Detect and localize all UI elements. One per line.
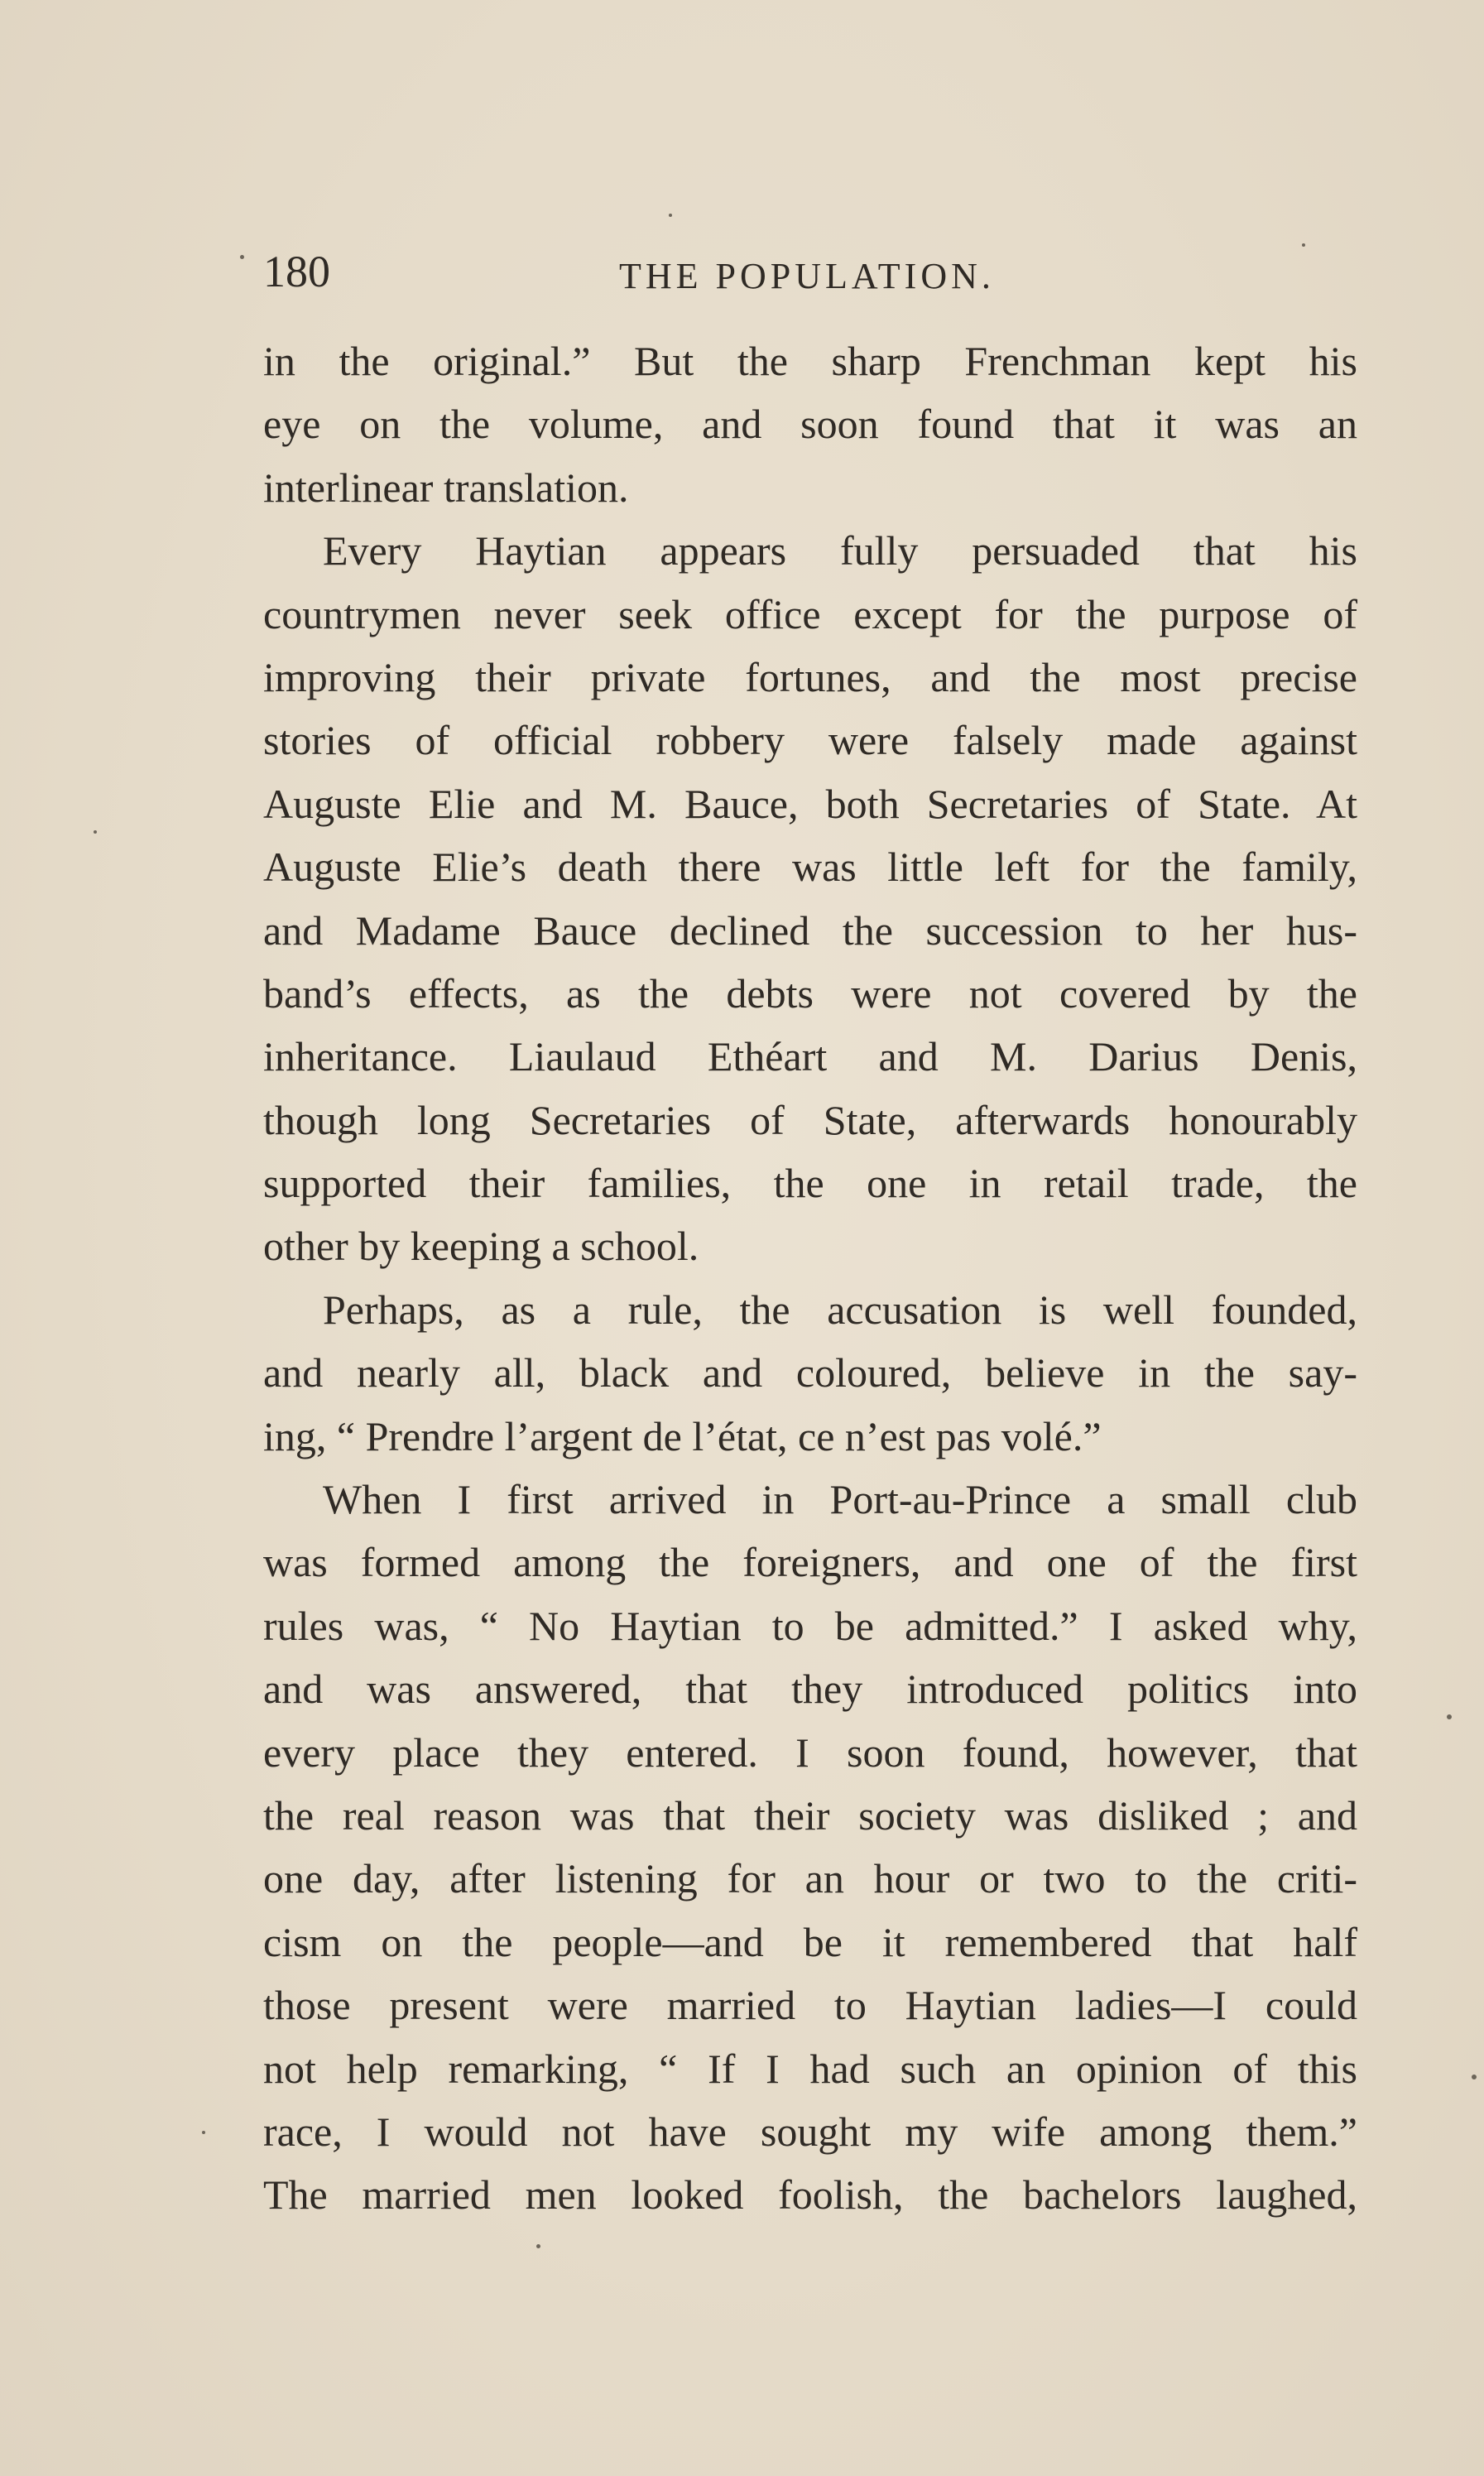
text-line: eye on the volume, and soon found that it was an bbox=[263, 401, 1357, 448]
paper-speck bbox=[1472, 2075, 1477, 2079]
body-text bbox=[263, 329, 1357, 2227]
text-line: and was answered, that they introduced politics into bbox=[263, 1666, 1357, 1713]
text-line: Auguste Elie and M. Bauce, both Secretaries of State. At bbox=[263, 780, 1357, 827]
page-number: 180 bbox=[263, 247, 330, 296]
paper-speck bbox=[1447, 1714, 1452, 1719]
running-head: THE POPULATION. bbox=[619, 256, 995, 296]
text-line: supported their families, the one in retail trade, the bbox=[263, 1160, 1357, 1207]
text-line: countrymen never seek office except for the purpose of bbox=[263, 590, 1357, 637]
text-line: cism on the people—and be it remembered that half bbox=[263, 1918, 1357, 1965]
paragraph-first-line: Perhaps, as a rule, the accusation is well founded, bbox=[323, 1286, 1357, 1333]
text-line: ing, “ Prendre l’argent de l’état, ce n’est pas volé.” bbox=[263, 1412, 1102, 1459]
text-line: stories of official robbery were falsely made against bbox=[263, 717, 1357, 764]
paragraph-first-line: Every Haytian appears fully persuaded that his bbox=[323, 527, 1357, 575]
text-line: those present were married to Haytian ladies—I could bbox=[263, 1982, 1357, 2029]
text-line: race, I would not have sought my wife among them.” bbox=[263, 2108, 1357, 2155]
text-line: inheritance. Liaulaud Ethéart and M. Darius Denis, bbox=[263, 1033, 1357, 1080]
text-line: and Madame Bauce declined the succession to her hus- bbox=[263, 906, 1357, 954]
text-line: though long Secretaries of State, afterwards honourably bbox=[263, 1096, 1357, 1143]
paragraph-first-line: When I first arrived in Port-au-Prince a small club bbox=[323, 1476, 1357, 1523]
text-line: improving their private fortunes, and the most precise bbox=[263, 653, 1357, 700]
text-line: Auguste Elie’s death there was little left for the family, bbox=[263, 844, 1357, 891]
paper-speck bbox=[202, 2131, 205, 2134]
text-line: other by keeping a school. bbox=[263, 1223, 699, 1270]
text-line: every place they entered. I soon found, however, that bbox=[263, 1728, 1357, 1776]
paper-speck bbox=[1302, 243, 1305, 247]
paper-speck bbox=[94, 830, 97, 834]
text-line: one day, after listening for an hour or two to the criti- bbox=[263, 1855, 1357, 1902]
text-line: not help remarking, “ If I had such an opinion of this bbox=[263, 2045, 1357, 2092]
text-line: the real reason was that their society was disliked ; and bbox=[263, 1791, 1357, 1839]
text-line: The married men looked foolish, the bachelors laughed, bbox=[263, 2171, 1357, 2219]
text-line: was formed among the foreigners, and one of the first bbox=[263, 1539, 1357, 1586]
paper-speck bbox=[536, 2244, 540, 2248]
text-line: interlinear translation. bbox=[263, 464, 629, 511]
text-line: band’s effects, as the debts were not covered by the bbox=[263, 969, 1357, 1017]
paper-speck bbox=[669, 214, 672, 217]
text-line: and nearly all, black and coloured, believe in the say- bbox=[263, 1349, 1357, 1397]
page-header bbox=[263, 238, 1372, 305]
text-line: rules was, “ No Haytian to be admitted.” I asked why, bbox=[263, 1602, 1357, 1649]
paper-speck bbox=[240, 255, 244, 259]
text-line: in the original.” But the sharp Frenchman kept his bbox=[263, 338, 1357, 384]
